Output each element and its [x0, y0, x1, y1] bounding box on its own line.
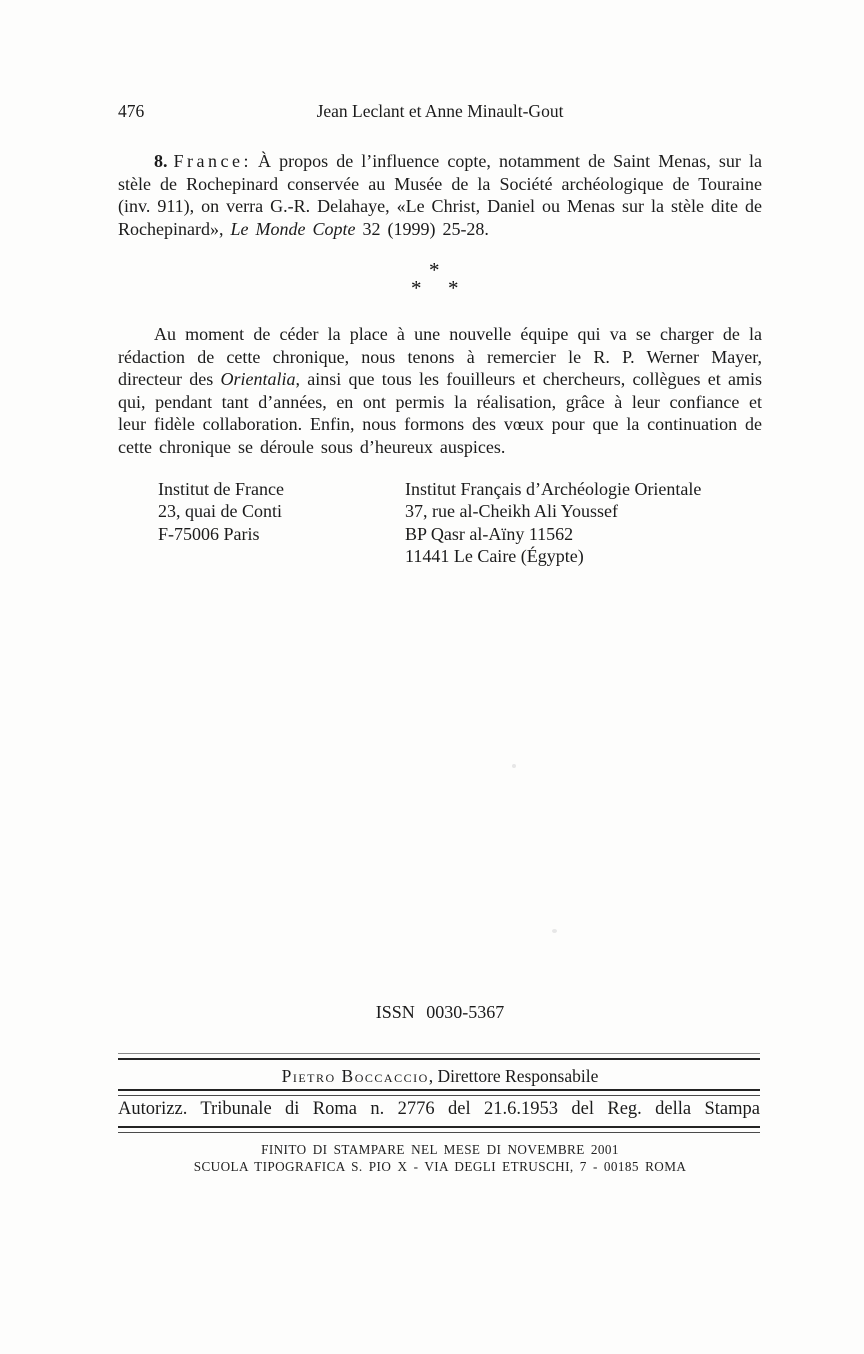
scan-artifact-dot	[552, 929, 557, 933]
entry-citation-tail: 32 (1999) 25-28.	[355, 218, 489, 239]
director-line	[118, 1066, 762, 1087]
running-header-title: Jean Leclant et Anne Minault-Gout	[316, 101, 564, 121]
colophon-print-date: FINITO DI STAMPARE NEL MESE DI NOVEMBRE 2001	[261, 1142, 619, 1157]
journal-title-italic: Le Monde Copte	[230, 218, 356, 239]
address-institut-de-france	[158, 478, 284, 545]
address-line: 11441 Le Caire (Égypte)	[405, 545, 584, 566]
entry-8-paragraph	[118, 150, 762, 240]
entry-country-label: France:	[173, 151, 252, 171]
farewell-paragraph	[118, 323, 762, 458]
address-line: Institut Français d’Archéologie Orientale	[405, 479, 702, 499]
address-line: BP Qasr al-Aïny 11562	[405, 523, 574, 544]
separator-asterisk-top: *	[429, 258, 440, 282]
imprint-rule-bottom	[118, 1126, 760, 1133]
imprint-rule-middle	[118, 1089, 760, 1096]
separator-asterisk-left: *	[411, 276, 422, 300]
authorization-line: Autorizz. Tribunale di Roma n. 2776 del 21.6.1953 del Reg. della Stampa	[118, 1099, 760, 1119]
director-role: , Direttore Responsabile	[428, 1066, 599, 1086]
issn-line: ISSN 0030-5367	[375, 1002, 505, 1022]
address-line: F-75006 Paris	[158, 523, 260, 544]
farewell-text-tail: , ainsi que tous les fouilleurs et chercheurs, collègues et amis qui, pendant tant d’années, en ont permis la réalisation, grâce à leur confiance et leur fidèle collaboration. Enfin, nous formons des vœux pour que la continuation de cette chronique se déroule sous d’heureux auspices.	[118, 369, 763, 457]
running-head	[118, 101, 762, 125]
scan-artifact-dot	[512, 764, 516, 768]
entry-text: À propos de l’influence copte, notamment de Saint Menas, sur la stèle de Rochepinard conservée au Musée de la Société archéologique de Touraine (inv. 911), on verra G.-R. Delahaye, «Le Christ, Daniel ou Menas sur la stèle dite de Rochepinard»,	[118, 151, 762, 239]
orientalia-italic: Orientalia	[220, 369, 296, 389]
farewell-text: Au moment de céder la place à une nouvelle équipe qui va se charger de la rédaction de cette chronique, nous tenons à remercier le R. P. Werner Mayer, directeur des	[118, 324, 762, 389]
imprint-rule-top	[118, 1053, 760, 1060]
director-name-smallcaps: Pietro Boccaccio	[281, 1066, 429, 1086]
address-line: 23, quai de Conti	[158, 501, 282, 522]
entry-number: 8.	[154, 151, 168, 171]
page-number: 476	[118, 101, 145, 121]
address-line: 37, rue al-Cheikh Ali Youssef	[405, 501, 618, 522]
address-ifao	[405, 478, 701, 567]
colophon-printer-address: SCUOLA TIPOGRAFICA S. PIO X - VIA DEGLI ETRUSCHI, 7 - 00185 ROMA	[193, 1159, 687, 1174]
separator-asterisk-right: *	[448, 276, 459, 300]
address-line: Institut de France	[158, 479, 284, 499]
